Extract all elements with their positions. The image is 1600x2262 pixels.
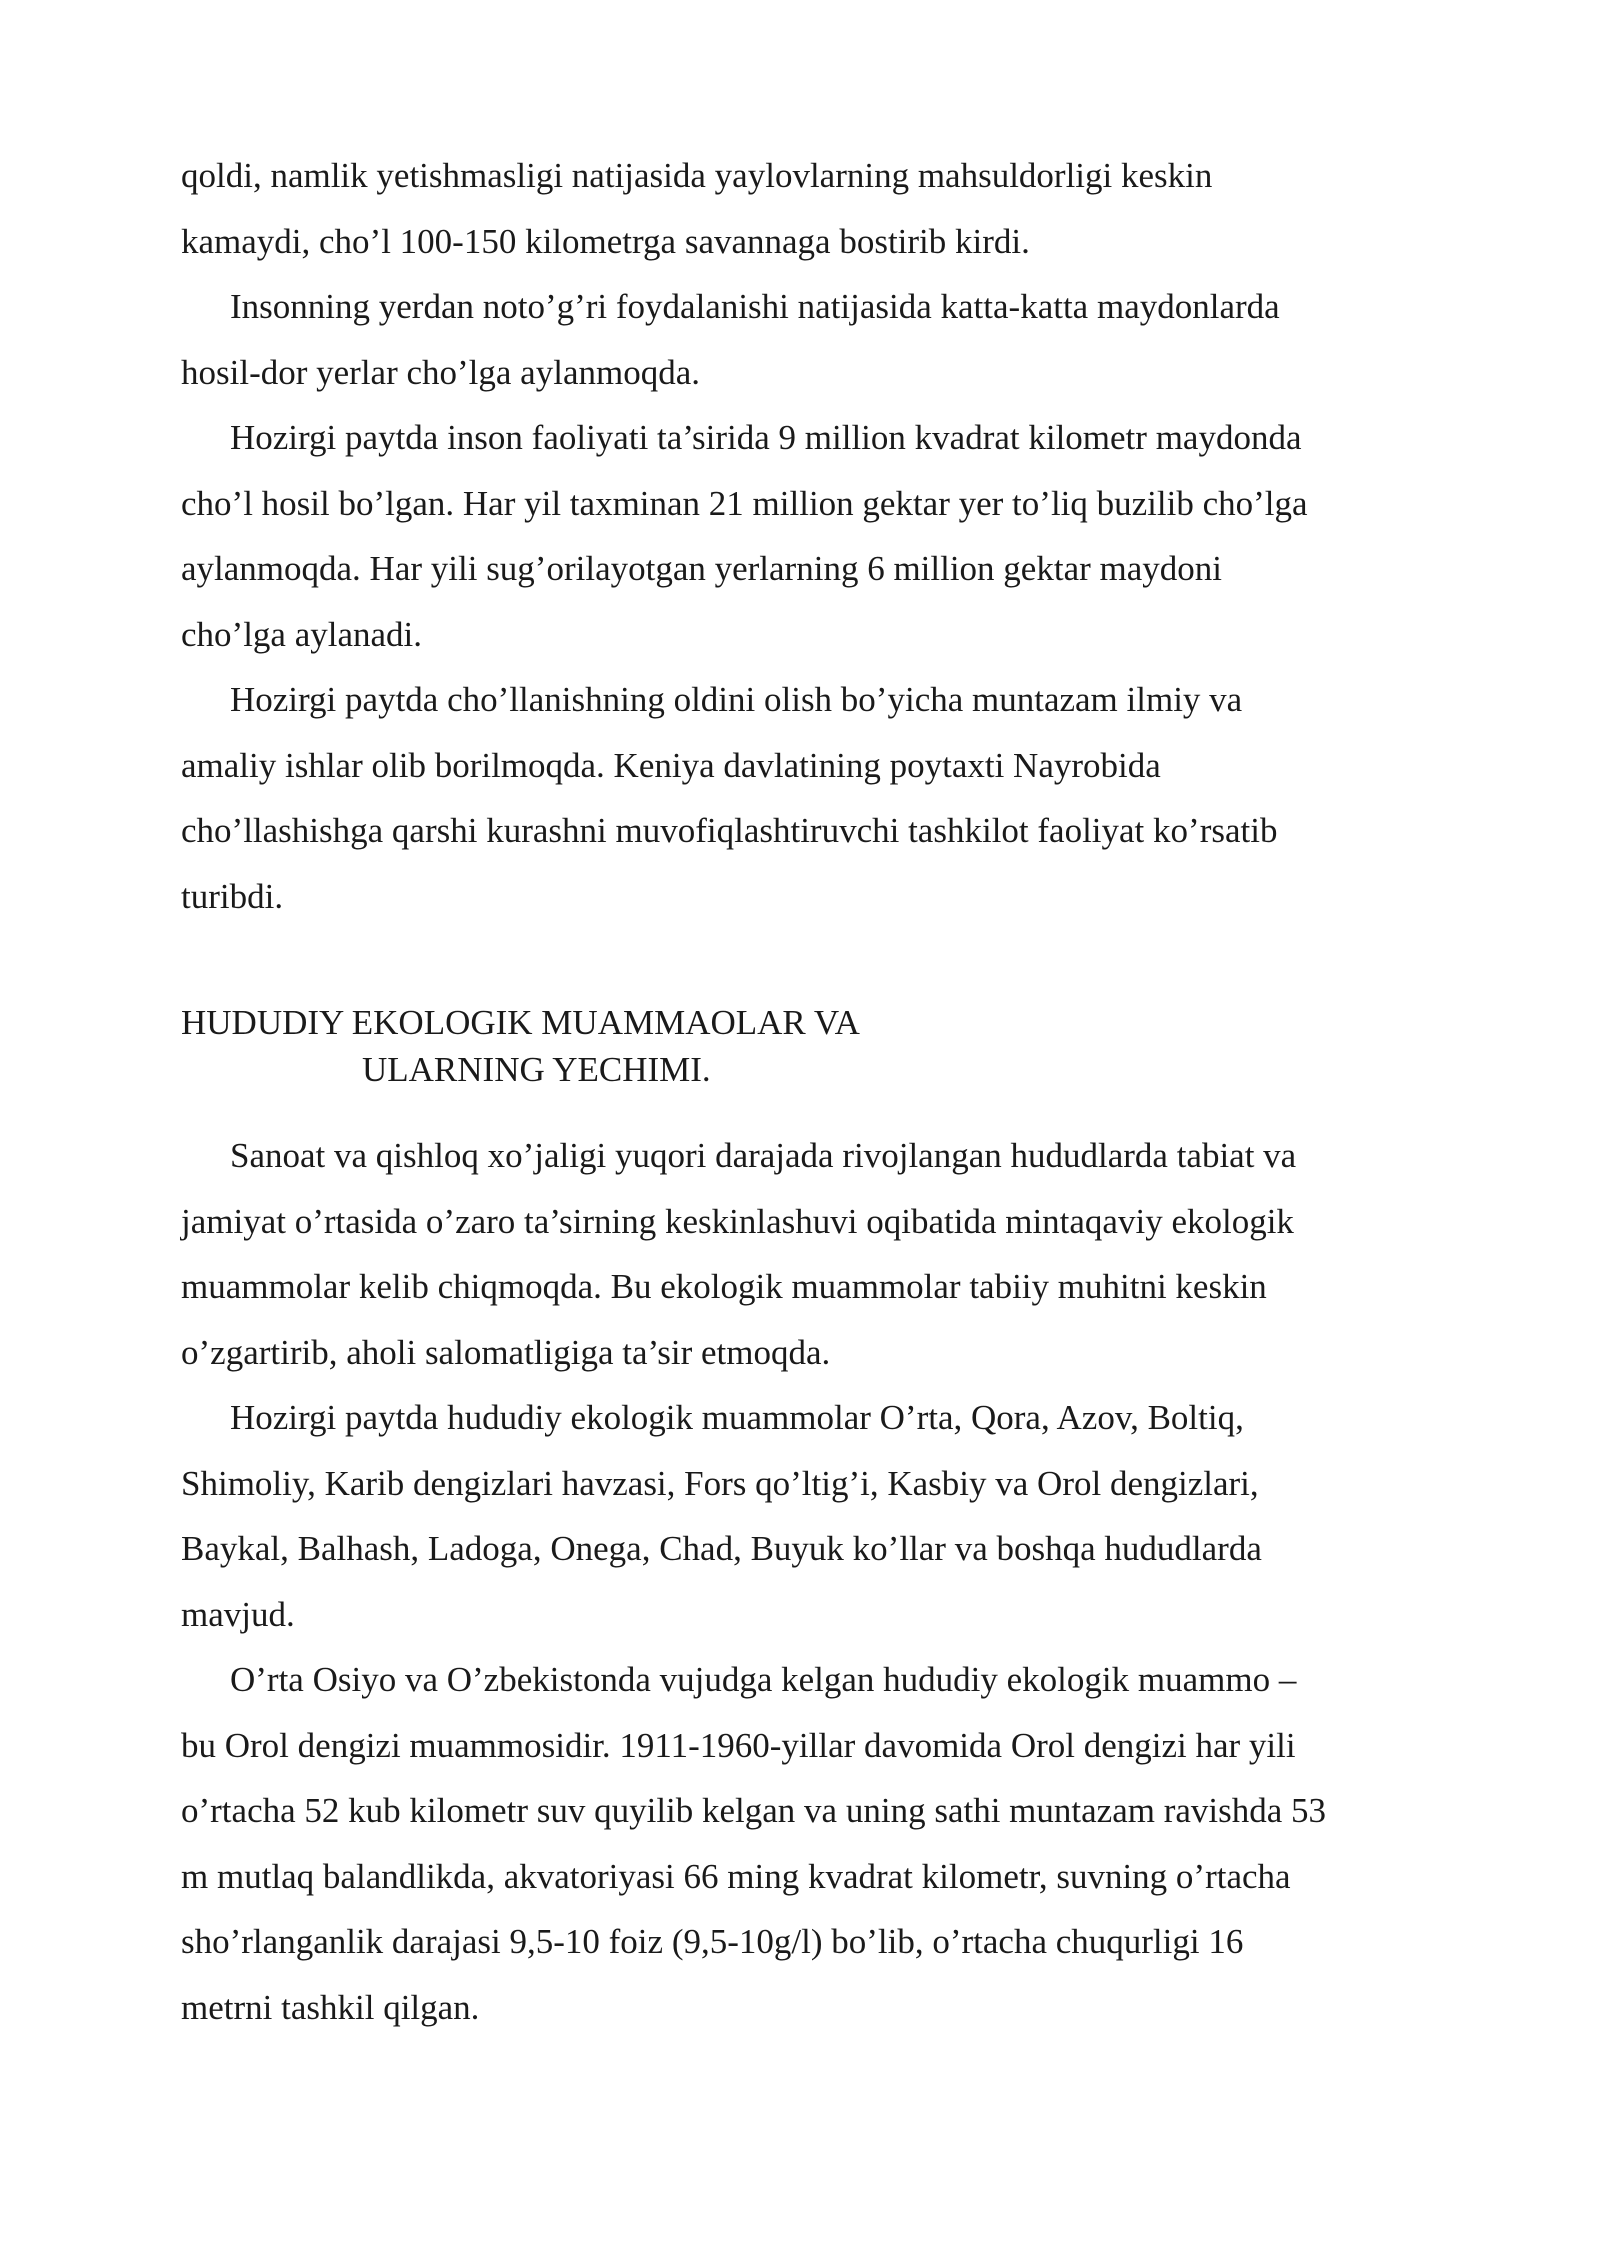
paragraph xyxy=(181,1385,1431,1647)
text-line: mavjud. xyxy=(181,1594,295,1634)
text-line: aylanmoqda. Har yili sug’orilayotgan yerlarning 6 million gektar maydoni xyxy=(181,549,1222,588)
paragraph xyxy=(181,274,1431,405)
text-line: metrni tashkil qilgan. xyxy=(181,1987,480,2027)
text-line: Hozirgi paytda cho’llanishning oldini olish bo’yicha muntazam ilmiy va xyxy=(230,680,1243,719)
text-line: kamaydi, cho’l 100-150 kilometrga savannaga bostirib kirdi. xyxy=(181,221,1030,261)
paragraph xyxy=(181,1647,1431,2040)
text-line: qoldi, namlik yetishmasligi natijasida yaylovlarning mahsuldorligi keskin xyxy=(181,156,1213,195)
text-line: cho’llashishga qarshi kurashni muvofiqlashtiruvchi tashkilot faoliyat ko’rsatib xyxy=(181,811,1278,850)
heading-line-2: ULARNING YECHIMI. xyxy=(362,1050,711,1089)
body-text-top xyxy=(181,143,1431,929)
paragraph xyxy=(181,667,1431,929)
text-line: hosil-dor yerlar cho’lga aylanmoqda. xyxy=(181,352,700,392)
text-line: Shimoliy, Karib dengizlari havzasi, Fors qo’ltig’i, Kasbiy va Orol dengizlari, xyxy=(181,1463,1259,1503)
section-heading xyxy=(181,999,1431,1093)
text-line: o’zgartirib, aholi salomatligiga ta’sir etmoqda. xyxy=(181,1332,831,1372)
text-line: cho’lga aylanadi. xyxy=(181,614,423,654)
heading-line-1: HUDUDIY EKOLOGIK MUAMMAOLAR VA xyxy=(181,1003,860,1042)
text-line: jamiyat o’rtasida o’zaro ta’sirning keskinlashuvi oqibatida mintaqaviy ekologik xyxy=(181,1201,1294,1241)
text-line: cho’l hosil bo’lgan. Har yil taxminan 21 million gektar yer to’liq buzilib cho’lga xyxy=(181,483,1308,523)
paragraph xyxy=(181,143,1431,274)
text-line: Baykal, Balhash, Ladoga, Onega, Chad, Buyuk ko’llar va boshqa hududlarda xyxy=(181,1529,1262,1568)
text-line: Hozirgi paytda inson faoliyati ta’sirida 9 million kvadrat kilometr maydonda xyxy=(230,418,1302,457)
text-line: m mutlaq balandlikda, akvatoriyasi 66 ming kvadrat kilometr, suvning o’rtacha xyxy=(181,1856,1291,1896)
paragraph xyxy=(181,1123,1431,1385)
text-line: turibdi. xyxy=(181,876,284,916)
text-line: Insonning yerdan noto’g’ri foydalanishi natijasida katta-katta maydonlarda xyxy=(230,287,1280,326)
text-line: Sanoat va qishloq xo’jaligi yuqori darajada rivojlangan hududlarda tabiat va xyxy=(230,1136,1297,1175)
text-line: Hozirgi paytda hududiy ekologik muammolar O’rta, Qora, Azov, Boltiq, xyxy=(230,1398,1244,1437)
text-line: o’rtacha 52 kub kilometr suv quyilib kelgan va uning sathi muntazam ravishda 53 xyxy=(181,1791,1327,1830)
text-line: O’rta Osiyo va O’zbekistonda vujudga kelgan hududiy ekologik muammo – xyxy=(230,1660,1297,1699)
text-line: amaliy ishlar olib borilmoqda. Keniya davlatining poytaxti Nayrobida xyxy=(181,745,1161,785)
text-line: bu Orol dengizi muammosidir. 1911-1960-yillar davomida Orol dengizi har yili xyxy=(181,1725,1296,1765)
text-line: sho’rlanganlik darajasi 9,5-10 foiz (9,5-10g/l) bo’lib, o’rtacha chuqurligi 16 xyxy=(181,1922,1244,1961)
text-line: muammolar kelib chiqmoqda. Bu ekologik muammolar tabiiy muhitni keskin xyxy=(181,1267,1267,1306)
body-text-bottom xyxy=(181,1123,1431,2040)
paragraph xyxy=(181,405,1431,667)
